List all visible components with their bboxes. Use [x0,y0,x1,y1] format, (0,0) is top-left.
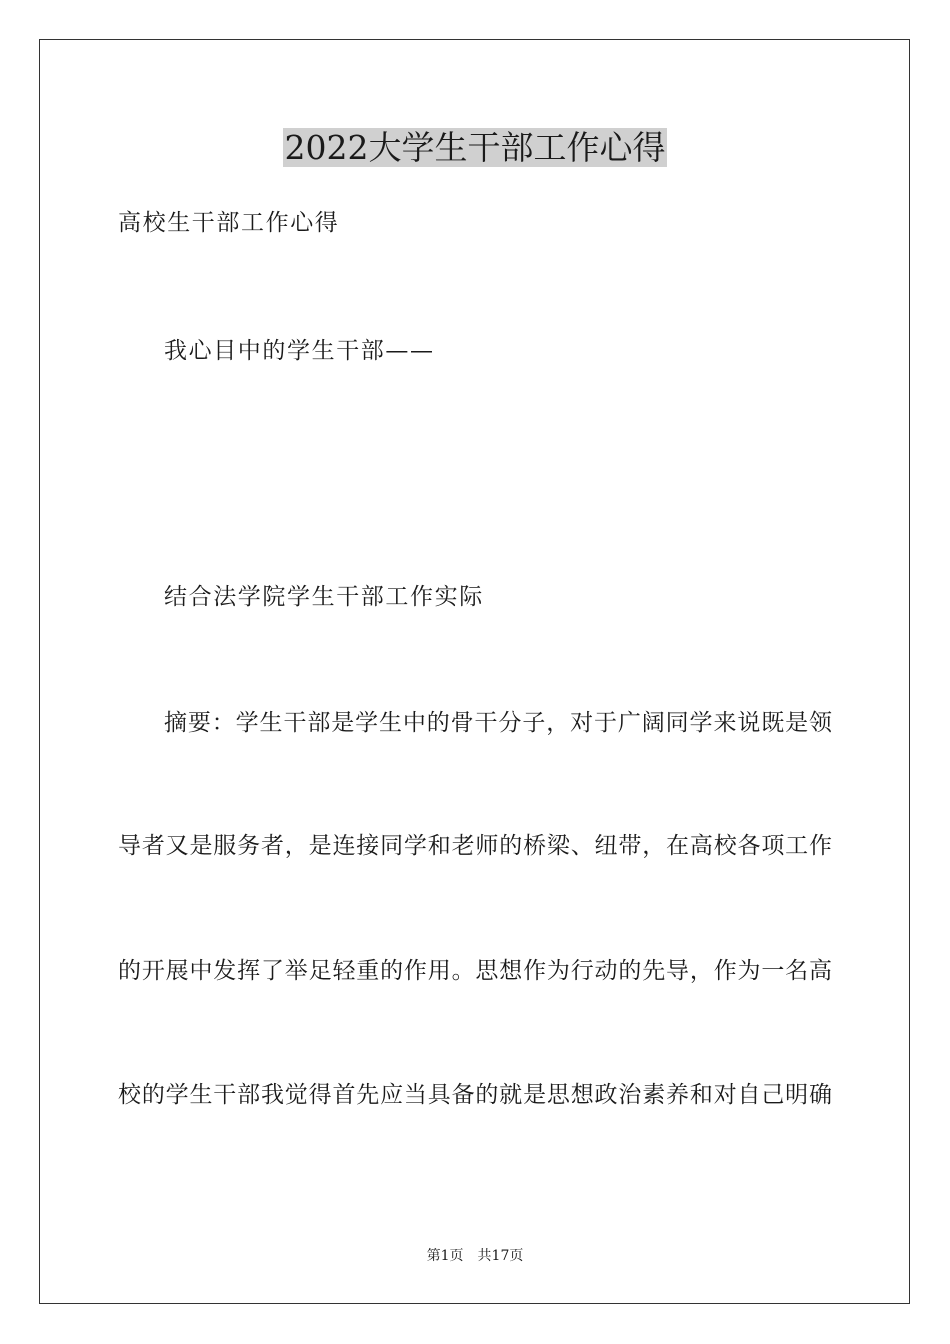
page-total: 共17页 [477,1248,524,1264]
paragraph-line: 我心目中的学生干部—— [164,338,435,364]
document-title [0,124,950,172]
paragraph-line: 导者又是服务者，是连接同学和老师的桥梁、纽带，在高校各项工作 [118,833,832,859]
paragraph-line: 校的学生干部我觉得首先应当具备的就是思想政治素养和对自己明确 [118,1082,832,1108]
paragraph-line: 的开展中发挥了举足轻重的作用。思想作为行动的先导，作为一名高 [118,958,832,984]
paragraph-line: 结合法学院学生干部工作实际 [164,584,484,610]
subtitle-line: 高校生干部工作心得 [118,210,340,236]
paragraph-line: 摘要：学生干部是学生中的骨干分子，对于广阔同学来说既是领 [164,710,832,736]
page-footer [0,1246,950,1266]
page-number: 第1页 [426,1248,464,1264]
document-title-text: 2022大学生干部工作心得 [284,128,666,167]
